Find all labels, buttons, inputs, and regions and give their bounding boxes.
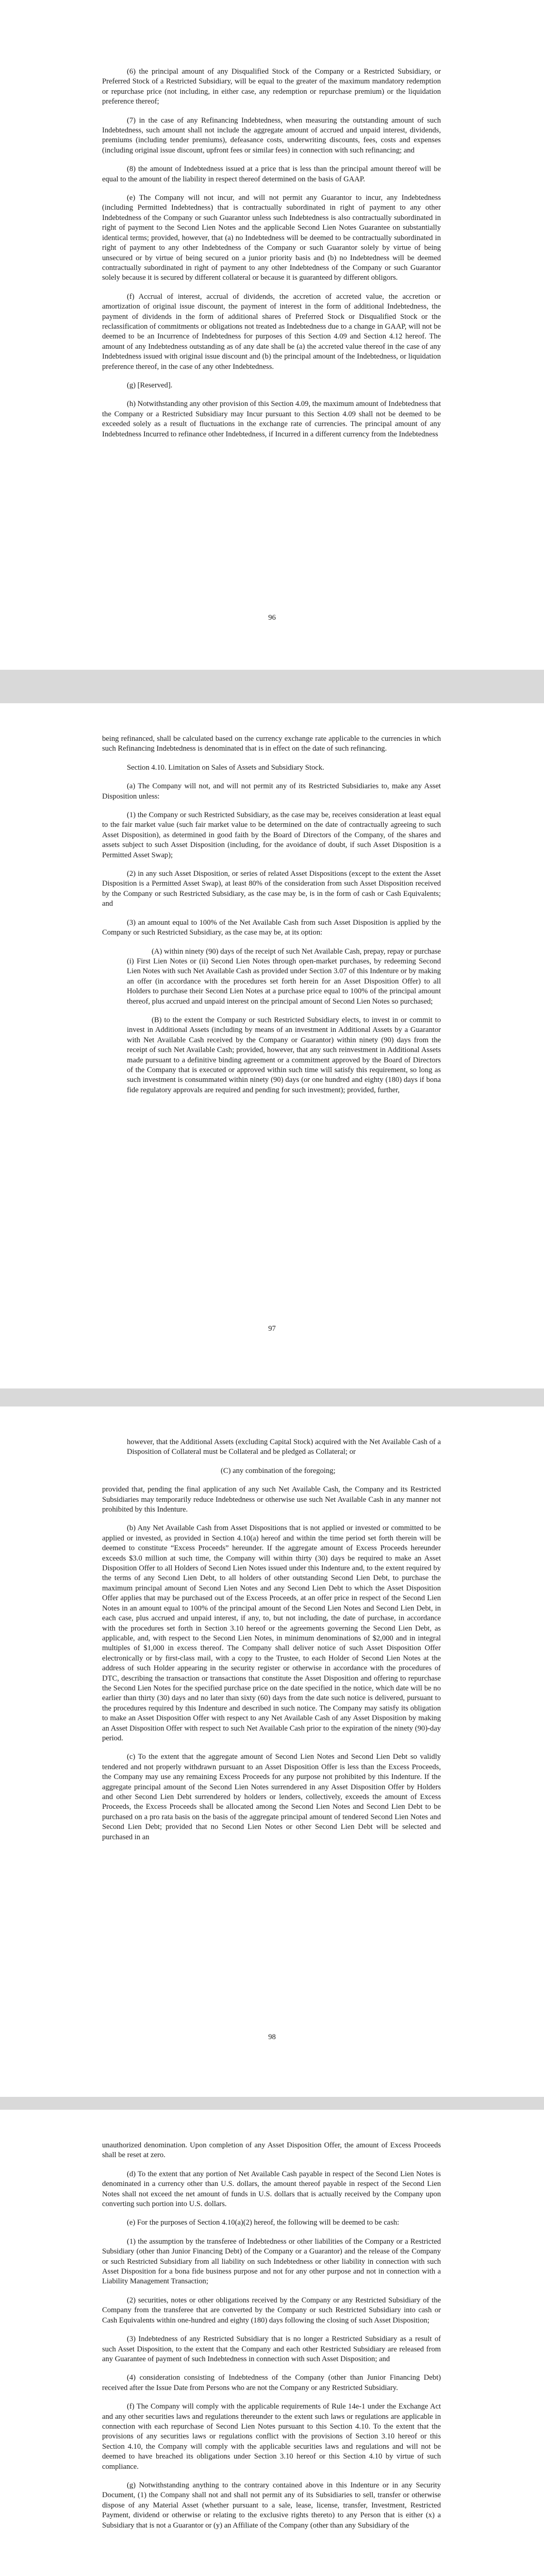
paragraph: (f) The Company will comply with the applicable requirements of Rule 14e-1 under the Exchange Act and any other securities laws and regulations thereunder to the extent such laws or regulations are applicable in connection with each repurchase of Second Lien Notes pursuant to this Section 4.10. To the extent that the provisions of any securities laws or regulations conflict with the provisions of Section 3.10 hereof or this Section 4.10, the Company will comply with the applicable securities laws and regulations and will not be deemed to have breached its obligations under Section 3.10 hereof or this Section 4.10 by virtue of such compliance. (102, 2402, 441, 2471)
paragraph: (c) To the extent that the aggregate amount of Second Lien Notes and Second Lien Debt so validly tendered and not properly withdrawn pursuant to an Asset Disposition Offer is less than the Excess Proceeds, the Company may use any remaining Excess Proceeds for any purpose not prohibited by this Indenture. If the aggregate principal amount of the Second Lien Notes surrendered in any Asset Disposition Offer by Holders and other Second Lien Debt surrendered by holders or lenders, collectively, exceeds the amount of Excess Proceeds, the Excess Proceeds shall be allocated among the Second Lien Notes and Second Lien Debt to be purchased on a pro rata basis on the basis of the aggregate principal amount of tendered Second Lien Notes and Second Lien Debt; provided that no Second Lien Notes or other Second Lien Debt will be selected and purchased in an (102, 1753, 441, 1841)
document-page-98 (0, 1406, 544, 2097)
paragraph: (g) Notwithstanding anything to the contrary contained above in this Indenture or in any Security Document, (1) the Company shall not and shall not permit any of its Subsidiaries to sell, transfer or otherwise dispose of any Material Asset (whether pursuant to a sale, lease, license, transfer, Investment, Restricted Payment, dividend or otherwise or relating to the exclusive rights thereto) to any Person that is either (x) a Subsidiary that is not a Guarantor or (y) an Affiliate of the Company (other than any Subsidiary of the (102, 2481, 441, 2530)
paragraph: (A) within ninety (90) days of the receipt of such Net Available Cash, prepay, repay or purchase (i) First Lien Notes or (ii) Second Lien Notes through open-market purchases, by redeeming Second Lien Notes with such Net Available Cash as provided under Section 3.07 of this Indenture or by making an offer (in accordance with the procedures set forth herein for an Asset Disposition Offer) to all Holders to purchase their Second Lien Notes at a purchase price equal to 100% of the principal amount thereof, plus accrued and unpaid interest on the principal amount of Second Lien Notes so purchased; (127, 947, 441, 1006)
paragraph: (e) The Company will not incur, and will not permit any Guarantor to incur, any Indebtedness (including Permitted Indebtedness) that is contractually subordinated in right of payment to any other Indebtedness of the Company or such Guarantor unless such Indebtedness is also contractually subordinated in right of payment to the Second Lien Notes and the applicable Second Lien Notes Guarantee on substantially identical terms; provided, however, that (a) no Indebtedness will be deemed to be contractually subordinated in right of payment to any other Indebtedness of the Company or such Guarantor solely by virtue of being unsecured or by virtue of being secured on a junior priority basis and (b) no Indebtedness will be deemed contractually subordinated in right of payment to any other Indebtedness of the Company or such Guarantor solely because it is secured by different collateral or because it is guaranteed by different obligors. (102, 194, 441, 282)
paragraph: (2) securities, notes or other obligations received by the Company or any Restricted Subsidiary of the Company from the transferee that are converted by the Company or such Restricted Subsidiary into cash or Cash Equivalents within one-hundred and eighty (180) days following the closing of such Asset Disposition; (102, 2296, 441, 2325)
document-page-96 (0, 0, 544, 670)
paragraph: (a) The Company will not, and will not permit any of its Restricted Subsidiaries to, make any Asset Disposition unless: (102, 782, 441, 801)
paragraph: unauthorized denomination. Upon completion of any Asset Disposition Offer, the amount of Excess Proceeds shall be reset at zero. (102, 2141, 441, 2160)
paragraph: (6) the principal amount of any Disqualified Stock of the Company or a Restricted Subsidiary, or Preferred Stock of a Restricted Subsidiary, will be equal to the greater of the maximum mandatory redemption or repurchase price (not including, in either case, any redemption or repurchase premium) or the liquidation preference thereof; (102, 67, 441, 106)
paragraph: being refinanced, shall be calculated based on the currency exchange rate applicable to the currencies in which such Refinancing Indebtedness is denominated that is in effect on the date of such refinancing. (102, 735, 441, 753)
paragraph: (f) Accrual of interest, accrual of dividends, the accretion of accreted value, the accretion or amortization of original issue discount, the payment of interest in the form of additional Indebtedness, the payment of dividends in the form of additional shares of Preferred Stock or Disqualified Stock or the reclassification of commitments or obligations not treated as Indebtedness due to a change in GAAP, will not be deemed to be an Incurrence of Indebtedness for purposes of this Section 4.09 and Section 4.12 hereof. The amount of any Indebtedness outstanding as of any date shall be (a) the accreted value thereof in the case of any Indebtedness issued with original issue discount and (b) the principal amount of the Indebtedness, or liquidation preference thereof, in the case of any other Indebtedness. (102, 292, 441, 371)
paragraph: (e) For the purposes of Section 4.10(a)(2) hereof, the following will be deemed to be cash: (127, 2218, 400, 2227)
paragraph: (2) in any such Asset Disposition, or series of related Asset Dispositions (except to the extent the Asset Disposition is a Permitted Asset Swap), at least 80% of the consideration from such Asset Disposition received by the Company or such Restricted Subsidiary, as the case may be, is in the form of cash or Cash Equivalents; and (102, 870, 441, 908)
paragraph: (7) in the case of any Refinancing Indebtedness, when measuring the outstanding amount of such Indebtedness, such amount shall not include the aggregate amount of accrued and unpaid interest, dividends, premiums (including tender premiums), defeasance costs, underwriting discounts, fees, costs and expenses (including original issue discount, upfront fees or similar fees) in connection with such refinancing; and (102, 116, 441, 155)
section-heading: Section 4.10. Limitation on Sales of Assets and Subsidiary Stock. (127, 763, 324, 772)
paragraph: (C) any combination of the foregoing; (221, 1466, 336, 1475)
document-page-99 (0, 2110, 544, 2576)
paragraph: (3) an amount equal to 100% of the Net Available Cash from such Asset Disposition is applied by the Company or such Restricted Subsidiary, as the case may be, at its option: (102, 918, 441, 937)
page-number: 97 (268, 1325, 276, 1333)
paragraph: (B) to the extent the Company or such Restricted Subsidiary elects, to invest in or commit to invest in Additional Assets (including by means of an investment in Additional Assets by a Guarantor with Net Available Cash received by the Company or Guarantor) within ninety (90) days from the receipt of such Net Available Cash; provided, however, that any such reinvestment in Additional Assets made pursuant to a definitive binding agreement or a commitment approved by the Board of Directors of the Company that is executed or approved within such time will satisfy this requirement, so long as such investment is consummated within ninety (90) days (or one hundred and eighty (180) days if bona fide regulatory approvals are required and pending for such investment); provided, further, (127, 1015, 441, 1094)
paragraph: however, that the Additional Assets (excluding Capital Stock) acquired with the Net Available Cash of a Disposition of Collateral must be Collateral and be pledged as Collateral; or (127, 1438, 441, 1456)
paragraph: (g) [Reserved]. (127, 381, 173, 389)
paragraph: (3) Indebtedness of any Restricted Subsidiary that is no longer a Restricted Subsidiary as a result of such Asset Disposition, to the extent that the Company and each other Restricted Subsidiary are released from any Guarantee of payment of such Indebtedness in connection with such Asset Disposition; and (102, 2335, 441, 2363)
paragraph: (h) Notwithstanding any other provision of this Section 4.09, the maximum amount of Indebtedness that the Company or a Restricted Subsidiary may Incur pursuant to this Section 4.09 shall not be deemed to be exceeded solely as a result of fluctuations in the exchange rate of currencies. The principal amount of any Indebtedness Incurred to refinance other Indebtedness, if Incurred in a different currency from the Indebtedness (102, 400, 441, 438)
document-page-97 (0, 703, 544, 1388)
paragraph: (1) the assumption by the transferee of Indebtedness or other liabilities of the Company or a Restricted Subsidiary (other than Junior Financing Debt) of the Company or a Guarantor) and the release of the Company or such Restricted Subsidiary from all liability on such Indebtedness or other liability in connection with such Asset Disposition for a bona fide business purpose and not for any other purpose and not in connection with a Liability Management Transaction; (102, 2237, 441, 2286)
page-number: 98 (268, 2033, 276, 2041)
paragraph: (b) Any Net Available Cash from Asset Dispositions that is not applied or invested or committed to be applied or invested, as provided in Section 4.10(a) hereof and within the time period set forth therein will be deemed to constitute “Excess Proceeds” hereunder. If the aggregate amount of Excess Proceeds hereunder exceeds $3.0 million at such time, the Company will within thirty (30) days be required to make an Asset Disposition Offer to all Holders of Second Lien Notes issued under this Indenture and, to the extent required by the terms of any Second Lien Debt, to all holders of other outstanding Second Lien Debt, to purchase the maximum principal amount of Second Lien Notes and any Second Lien Debt to which the Asset Disposition Offer applies that may be purchased out of the Excess Proceeds, at an offer price in respect of the Second Lien Notes in an amount equal to 100% of the principal amount of the Second Lien Notes and Second Lien Debt, in each case, plus accrued and unpaid interest, if any, to, but not including, the date of purchase, in accordance with the procedures set forth in Section 3.10 hereof or the agreements governing the Second Lien Debt, as applicable, and, with respect to the Second Lien Notes, in minimum denominations of $2,000 and in integral multiples of $1,000 in excess thereof. The Company shall deliver notice of such Asset Disposition Offer electronically or by first-class mail, with a copy to the Trustee, to each Holder of Second Lien Notes at the address of such Holder appearing in the security register or otherwise in accordance with the procedures of DTC, describing the transaction or transactions that constitute the Asset Disposition and offering to repurchase the Second Lien Notes for the specified purchase price on the date specified in the notice, which date will be no earlier than thirty (30) days and no later than sixty (60) days from the date such notice is delivered, pursuant to the procedures required by this Indenture and described in such notice. The Company may satisfy its obligation to make an Asset Disposition Offer with respect to any Net Available Cash of any Asset Disposition by making an Asset Disposition Offer with respect to such Net Available Cash prior to the expiration of the ninety (90)-day period. (102, 1524, 441, 1742)
paragraph: provided that, pending the final application of any such Net Available Cash, the Company and its Restricted Subsidiaries may temporarily reduce Indebtedness or otherwise use such Net Available Cash in any manner not prohibited by this Indenture. (102, 1485, 441, 1514)
paragraph: (8) the amount of Indebtedness issued at a price that is less than the principal amount thereof will be equal to the amount of the liability in respect thereof determined on the basis of GAAP. (102, 165, 441, 183)
paragraph: (1) the Company or such Restricted Subsidiary, as the case may be, receives consideration at least equal to the fair market value (such fair market value to be determined on the date of contractually agreeing to such Asset Disposition), as determined in good faith by the Board of Directors of the Company, of the shares and assets subject to such Asset Disposition (including, for the avoidance of doubt, if such Asset Disposition is a Permitted Asset Swap); (102, 811, 441, 859)
paragraph: (d) To the extent that any portion of Net Available Cash payable in respect of the Second Lien Notes is denominated in a currency other than U.S. dollars, the amount thereof payable in respect of the Second Lien Notes shall not exceed the net amount of funds in U.S. dollars that is actually received by the Company upon converting such portion into U.S. dollars. (102, 2170, 441, 2209)
page-number: 96 (268, 614, 276, 622)
paragraph: (4) consideration consisting of Indebtedness of the Company (other than Junior Financing Debt) received after the Issue Date from Persons who are not the Company or any Restricted Subsidiary. (102, 2374, 441, 2392)
